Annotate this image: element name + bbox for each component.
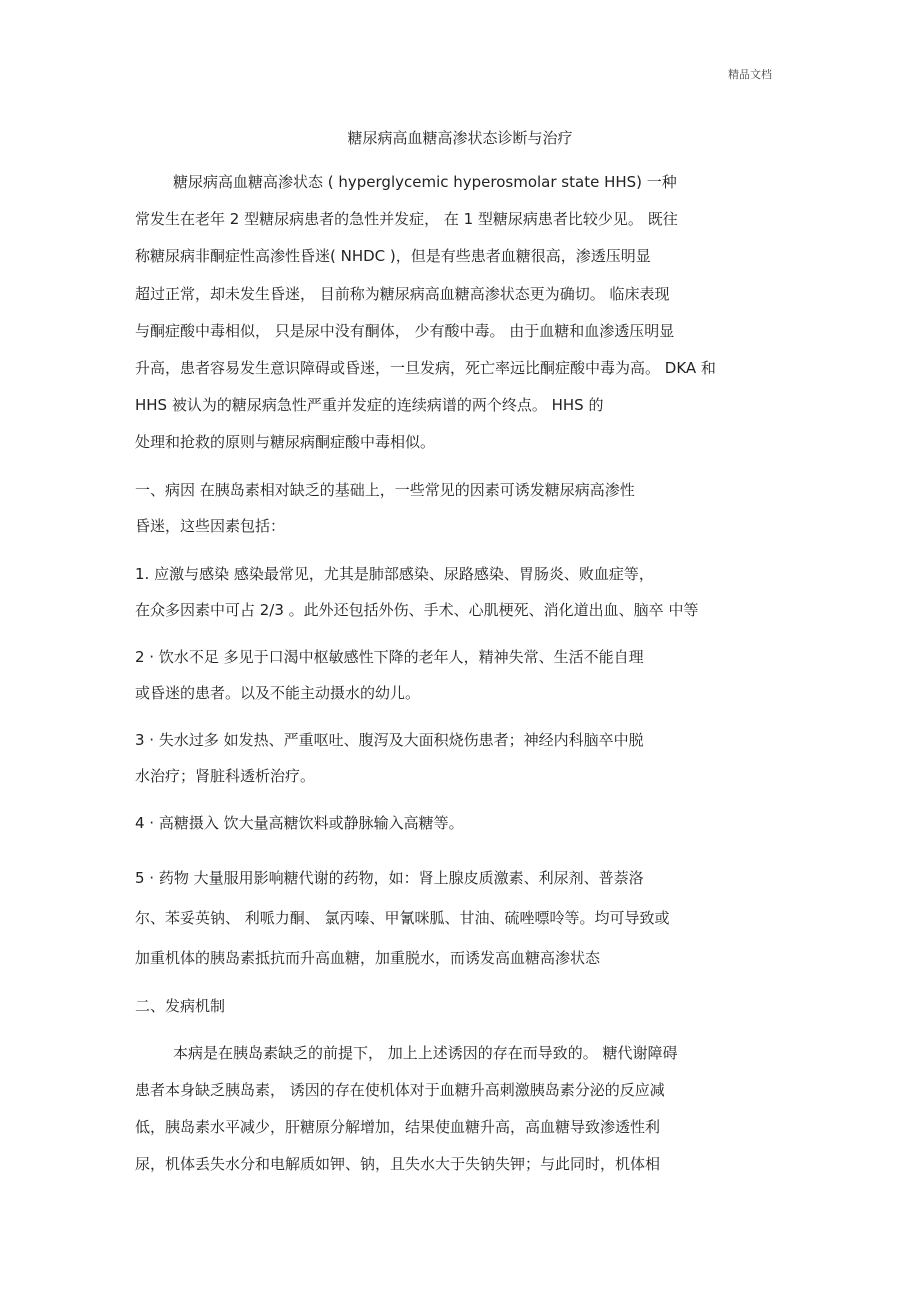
text-line: 尔、苯妥英钠、 利哌力酮、 氯丙嗪、甲氰咪胍、甘油、硫唑嘌呤等。均可导致或 <box>135 909 670 927</box>
text-line: 加重机体的胰岛素抵抗而升高血糖，加重脱水，而诱发高血糖高渗状态 <box>135 949 601 967</box>
text-line: 患者本身缺乏胰岛素， 诱因的存在使机体对于血糖升高刺激胰岛素分泌的反应减 <box>135 1081 665 1099</box>
text-line: 称糖尿病非酮症性高渗性昏迷( NHDC )，但是有些患者血糖很高，渗透压明显 <box>135 247 651 265</box>
text-line: 昏迷，这些因素包括： <box>135 517 286 535</box>
text-line: 与酮症酸中毒相似， 只是尿中没有酮体， 少有酸中毒。 由于血糖和血渗透压明显 <box>135 322 675 340</box>
text-line: 在众多因素中可占 2/3 。此外还包括外伤、手术、心肌梗死、消化道出血、脑卒 中等 <box>135 601 699 619</box>
text-line: 升高，患者容易发生意识障碍或昏迷，一旦发病，死亡率远比酮症酸中毒为高。 DKA 和 <box>135 359 716 377</box>
list-item: 4 · 高糖摄入 饮大量高糖饮料或静脉输入高糖等。 <box>135 814 464 832</box>
text-line: 处理和抢救的原则与糖尿病酮症酸中毒相似。 <box>135 433 436 451</box>
text-line: 或昏迷的患者。以及不能主动摄水的幼儿。 <box>135 684 421 702</box>
list-item: 2 · 饮水不足 多见于口渴中枢敏感性下降的老年人，精神失常、生活不能自理 <box>135 648 644 666</box>
section-heading: 一、病因 在胰岛素相对缺乏的基础上，一些常见的因素可诱发糖尿病高渗性 <box>135 481 635 499</box>
header-tag: 精品文档 <box>728 68 772 81</box>
text-line: 水治疗；肾脏科透析治疗。 <box>135 767 316 785</box>
text-line: 本病是在胰岛素缺乏的前提下， 加上上述诱因的存在而导致的。 糖代谢障碍 <box>173 1044 678 1062</box>
text-line: HHS 被认为的糖尿病急性严重并发症的连续病谱的两个终点。 HHS 的 <box>135 396 604 414</box>
list-item: 1. 应激与感染 感染最常见，尤其是肺部感染、尿路感染、胃肠炎、败血症等， <box>135 565 654 583</box>
text-line: 常发生在老年 2 型糖尿病患者的急性并发症， 在 1 型糖尿病患者比较少见。 既往 <box>135 210 678 228</box>
list-item: 3 · 失水过多 如发热、严重呕吐、腹泻及大面积烧伤患者；神经内科脑卒中脱 <box>135 731 644 749</box>
text-line: 尿，机体丢失水分和电解质如钾、钠，且失水大于失钠失钾；与此同时，机体相 <box>135 1155 661 1173</box>
text-line: 超过正常，却未发生昏迷， 目前称为糖尿病高血糖高渗状态更为确切。 临床表现 <box>135 285 670 303</box>
list-item: 5 · 药物 大量服用影响糖代谢的药物，如：肾上腺皮质激素、利尿剂、普萘洛 <box>135 869 644 887</box>
text-line: 低，胰岛素水平减少，肝糖原分解增加，结果使血糖升高，高血糖导致渗透性利 <box>135 1118 661 1136</box>
page-title: 糖尿病高血糖高渗状态诊断与治疗 <box>347 129 573 147</box>
text-line: 糖尿病高血糖高渗状态 ( hyperglycemic hyperosmolar state HHS) 一种 <box>173 173 677 191</box>
section-heading: 二、发病机制 <box>135 997 226 1015</box>
